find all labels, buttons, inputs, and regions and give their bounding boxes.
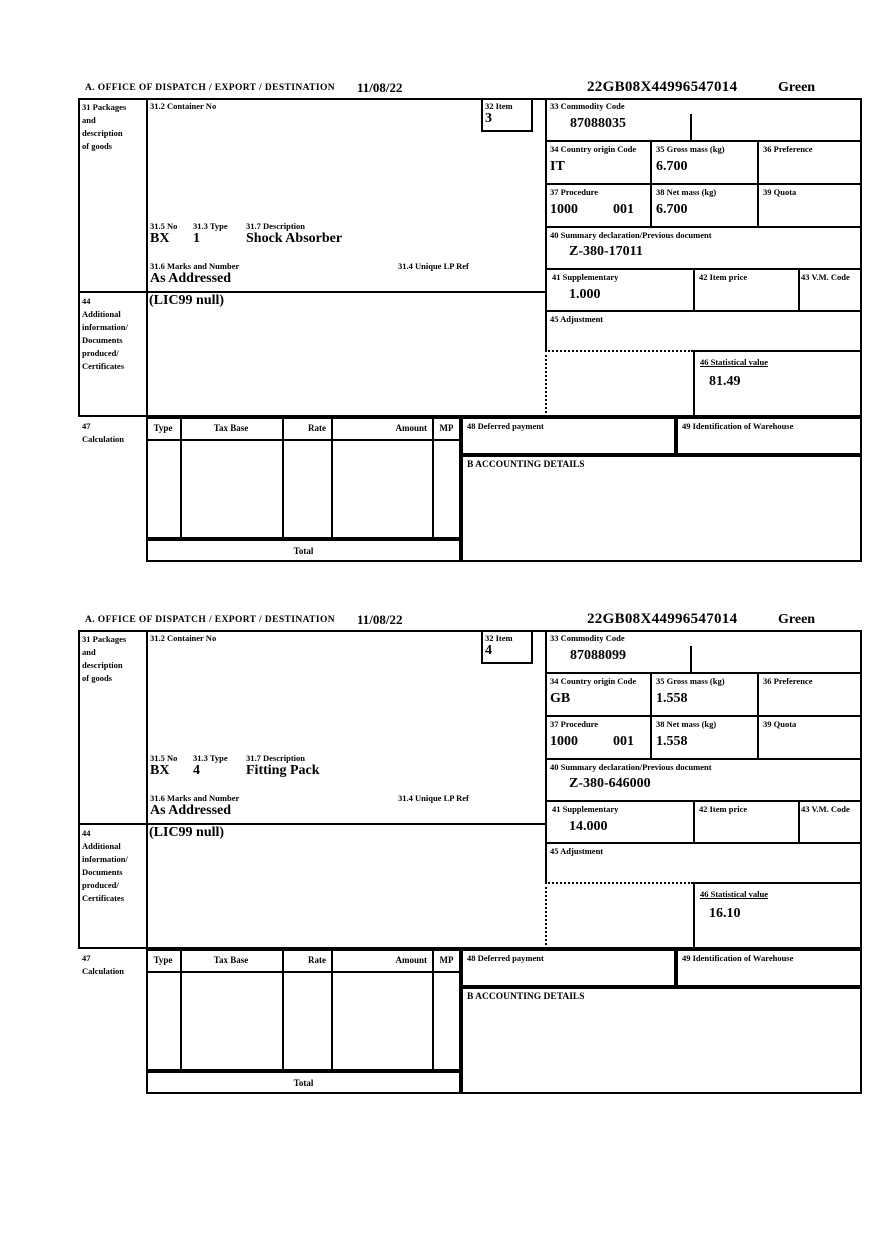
main-grid-box xyxy=(78,98,862,417)
deferred-payment-box xyxy=(461,417,676,455)
declaration-form-item-2 xyxy=(78,612,862,1094)
marks-value: As Addressed xyxy=(150,803,232,818)
box44-label: 44 Additional information/ Documents produced/ Certificates xyxy=(82,828,128,903)
box33-bottom-rule xyxy=(545,672,862,674)
previous-document-value: Z-380-646000 xyxy=(569,776,651,791)
box46-top-rule xyxy=(693,882,862,884)
commodity-code-value: 87088035 xyxy=(570,116,626,131)
procedure-label: 37 Procedure xyxy=(550,719,599,729)
adjustment-label: 45 Adjustment xyxy=(550,314,604,324)
supplementary-label: 41 Supplementary xyxy=(552,272,619,282)
declaration-date: 11/08/22 xyxy=(357,80,403,95)
col-taxbase-header: Tax Base xyxy=(213,955,249,965)
country-origin-value: IT xyxy=(550,159,565,174)
col-type-header: Type xyxy=(153,955,173,965)
quota-label: 39 Quota xyxy=(763,719,797,729)
box47-label: 47 Calculation xyxy=(82,421,125,444)
col-42-43-divider xyxy=(798,268,800,310)
col-mp-header: MP xyxy=(439,423,454,433)
routing-status: Green xyxy=(778,612,816,627)
col-rate-header: Rate xyxy=(308,423,326,433)
marks-number-label: 31.6 Marks and Number xyxy=(150,793,240,803)
declaration-date: 11/08/22 xyxy=(357,612,403,627)
packages-type-label: 31.3 Type xyxy=(193,753,228,763)
accounting-details-label: B ACCOUNTING DETAILS xyxy=(467,460,585,470)
total-row: Total xyxy=(146,1071,461,1094)
net-mass-value: 1.558 xyxy=(656,734,688,749)
box31-label: 31 Packages and description of goods xyxy=(82,102,127,151)
commodity-code-value: 87088099 xyxy=(570,648,626,663)
adjustment-label: 45 Adjustment xyxy=(550,846,604,856)
row-41-43-bottom-rule xyxy=(545,310,862,312)
commodity-code-split-rule xyxy=(690,114,692,140)
summary-declaration-label: 40 Summary declaration/Previous document xyxy=(550,762,712,772)
col-taxbase-header: Tax Base xyxy=(213,423,249,433)
container-no-label: 31.2 Container No xyxy=(150,101,217,111)
country-origin-value: GB xyxy=(550,691,571,706)
country-origin-label: 34 Country origin Code xyxy=(550,676,637,686)
procedure-label: 37 Procedure xyxy=(550,187,599,197)
packages-description-label: 31.7 Description xyxy=(246,753,306,763)
warehouse-id-box xyxy=(676,949,862,987)
main-grid-box xyxy=(78,630,862,949)
packages-type-label: 31.3 Type xyxy=(193,221,228,231)
office-of-dispatch-label: A. OFFICE OF DISPATCH / EXPORT / DESTINATION xyxy=(85,615,336,625)
right-column-divider-dotted xyxy=(545,882,547,949)
vm-code-label: 43 V.M. Code xyxy=(801,272,850,282)
warehouse-id-label: 49 Identification of Warehouse xyxy=(682,421,794,431)
box40-bottom-rule xyxy=(545,268,862,270)
gross-mass-label: 35 Gross mass (kg) xyxy=(656,144,725,154)
col-41-42-divider xyxy=(693,268,695,310)
item-number-box xyxy=(481,98,533,132)
row-37-39-bottom-rule xyxy=(545,226,862,228)
packages-no-label: 31.5 No xyxy=(150,753,178,763)
supplementary-value: 14.000 xyxy=(569,819,608,834)
row-37-39-bottom-rule xyxy=(545,758,862,760)
marks-number-label: 31.6 Marks and Number xyxy=(150,261,240,271)
packages-no-value: BX xyxy=(150,231,170,246)
movement-reference-number: 22GB08X44996547014 xyxy=(587,611,738,627)
packages-description-value: Shock Absorber xyxy=(246,231,343,246)
col-type-header: Type xyxy=(153,423,173,433)
additional-information-value: (LIC99 null) xyxy=(149,825,225,840)
statistical-value-label: 46 Statistical value xyxy=(700,357,768,367)
calculation-header-rule xyxy=(146,439,461,441)
statistical-value-label: 46 Statistical value xyxy=(700,889,768,899)
net-mass-label: 38 Net mass (kg) xyxy=(656,187,717,197)
box44-label: 44 Additional information/ Documents produced/ Certificates xyxy=(82,296,128,371)
accounting-details-box xyxy=(461,987,862,1094)
packages-type-value: 1 xyxy=(193,231,200,246)
previous-document-value: Z-380-17011 xyxy=(569,244,643,259)
col-amount-header: Amount xyxy=(395,955,427,965)
packages-description-label: 31.7 Description xyxy=(246,221,306,231)
declaration-form-item-1 xyxy=(78,80,862,562)
col-41-42-divider xyxy=(693,800,695,842)
right-column-divider xyxy=(545,98,547,350)
packages-type-value: 4 xyxy=(193,763,200,778)
routing-status: Green xyxy=(778,80,816,95)
unique-lp-ref-label: 31.4 Unique LP Ref xyxy=(398,793,469,803)
item-number-value: 4 xyxy=(485,643,492,658)
col-35-36-divider xyxy=(757,140,759,226)
procedure-value: 1000 xyxy=(550,734,578,749)
box45-bottom-rule-dotted xyxy=(545,882,693,884)
box46-left-rule xyxy=(693,882,695,949)
col-mp-header: MP xyxy=(439,955,454,965)
deferred-payment-label: 48 Deferred payment xyxy=(467,421,544,431)
supplementary-label: 41 Supplementary xyxy=(552,804,619,814)
row-34-36-bottom-rule xyxy=(545,183,862,185)
warehouse-id-box xyxy=(676,417,862,455)
preference-label: 36 Preference xyxy=(763,676,813,686)
statistical-value-value: 81.49 xyxy=(709,374,741,389)
procedure-suffix-value: 001 xyxy=(613,734,634,749)
packages-no-label: 31.5 No xyxy=(150,221,178,231)
item-price-label: 42 Item price xyxy=(699,272,748,282)
col-34-35-divider xyxy=(650,672,652,758)
warehouse-id-label: 49 Identification of Warehouse xyxy=(682,953,794,963)
col-35-36-divider xyxy=(757,672,759,758)
vm-code-label: 43 V.M. Code xyxy=(801,804,850,814)
box47-label: 47 Calculation xyxy=(82,953,125,976)
container-no-label: 31.2 Container No xyxy=(150,633,217,643)
commodity-code-split-rule xyxy=(690,646,692,672)
item-number-box xyxy=(481,630,533,664)
packages-no-value: BX xyxy=(150,763,170,778)
gross-mass-value: 6.700 xyxy=(656,159,688,174)
box40-bottom-rule xyxy=(545,800,862,802)
item-number-value: 3 xyxy=(485,111,492,126)
additional-information-value: (LIC99 null) xyxy=(149,293,225,308)
box46-left-rule xyxy=(693,350,695,417)
procedure-value: 1000 xyxy=(550,202,578,217)
deferred-payment-label: 48 Deferred payment xyxy=(467,953,544,963)
quota-label: 39 Quota xyxy=(763,187,797,197)
supplementary-value: 1.000 xyxy=(569,287,601,302)
statistical-value-value: 16.10 xyxy=(709,906,741,921)
packages-description-value: Fitting Pack xyxy=(246,763,320,778)
net-mass-label: 38 Net mass (kg) xyxy=(656,719,717,729)
box45-bottom-rule-dotted xyxy=(545,350,693,352)
procedure-suffix-value: 001 xyxy=(613,202,634,217)
col-34-35-divider xyxy=(650,140,652,226)
calculation-header-rule xyxy=(146,971,461,973)
accounting-details-box xyxy=(461,455,862,562)
summary-declaration-label: 40 Summary declaration/Previous document xyxy=(550,230,712,240)
movement-reference-number: 22GB08X44996547014 xyxy=(587,79,738,95)
box46-top-rule xyxy=(693,350,862,352)
accounting-details-label: B ACCOUNTING DETAILS xyxy=(467,992,585,1002)
gross-mass-value: 1.558 xyxy=(656,691,688,706)
right-column-divider-dotted xyxy=(545,350,547,417)
col-42-43-divider xyxy=(798,800,800,842)
row-34-36-bottom-rule xyxy=(545,715,862,717)
unique-lp-ref-label: 31.4 Unique LP Ref xyxy=(398,261,469,271)
box33-bottom-rule xyxy=(545,140,862,142)
item-number-label: 32 Item xyxy=(485,633,513,643)
office-of-dispatch-label: A. OFFICE OF DISPATCH / EXPORT / DESTINATION xyxy=(85,83,336,93)
col-amount-header: Amount xyxy=(395,423,427,433)
row-41-43-bottom-rule xyxy=(545,842,862,844)
country-origin-label: 34 Country origin Code xyxy=(550,144,637,154)
commodity-code-label: 33 Commodity Code xyxy=(550,633,625,643)
preference-label: 36 Preference xyxy=(763,144,813,154)
deferred-payment-box xyxy=(461,949,676,987)
col-rate-header: Rate xyxy=(308,955,326,965)
item-price-label: 42 Item price xyxy=(699,804,748,814)
box31-label: 31 Packages and description of goods xyxy=(82,634,127,683)
right-column-divider xyxy=(545,630,547,882)
net-mass-value: 6.700 xyxy=(656,202,688,217)
item-number-label: 32 Item xyxy=(485,101,513,111)
total-row: Total xyxy=(146,539,461,562)
marks-value: As Addressed xyxy=(150,271,232,286)
commodity-code-label: 33 Commodity Code xyxy=(550,101,625,111)
gross-mass-label: 35 Gross mass (kg) xyxy=(656,676,725,686)
